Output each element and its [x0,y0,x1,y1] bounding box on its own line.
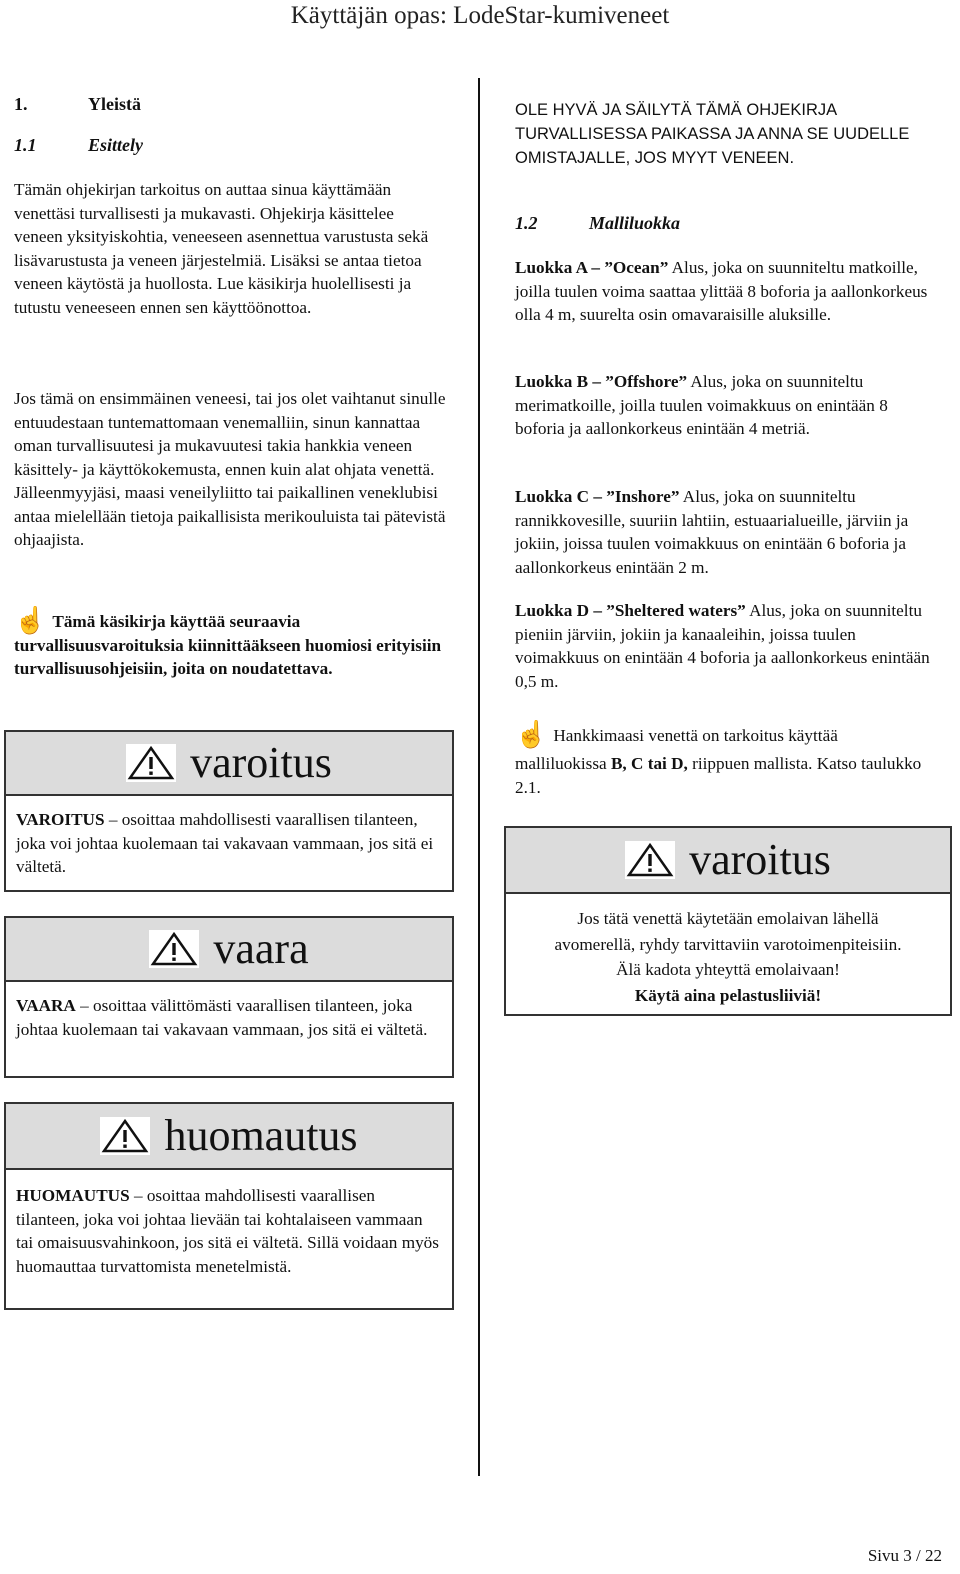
section-number: 1.2 [515,213,538,233]
keep-manual-notice: OLE HYVÄ JA SÄILYTÄ TÄMÄ OHJEKIRJA TURVALLISESSA PAIKASSA JA ANNA SE UUDELLE OMISTAJALLE, JOS MYYT VENEEN. [515,101,910,167]
warning-box-header [6,732,452,796]
warning-term: VAROITUS [16,810,105,829]
class-text: Alus, joka on suunniteltu pieniin järviin, jokiin ja kanaaleihin, joissa tuulen voimakkuus on enintään 4 boforia ja aallonkorkeus enintään 0,5 m. [515,601,930,691]
mothership-warning-box [504,826,952,1016]
class-a-paragraph [515,256,933,327]
warning-box-body [6,796,452,879]
danger-box [4,916,454,1078]
class-label: Luokka D – ”Sheltered waters” [515,601,746,620]
caution-box-header [6,1104,452,1170]
section-number: 1.1 [14,135,37,155]
intro-paragraph-1: Tämän ohjekirjan tarkoitus on auttaa sinua käyttämään venettäsi turvallisesti ja mukavasti. Ohjekirja käsittelee veneen yksityiskohtia, veneeseen asennettua varustusta sekä lisävarustusta ja veneen järjestelmiä. Lisäksi se antaa tietoa veneen käytöstä ja huollosta. Lue käsikirja huolellisesti ja tutustu veneeseen ennen sen käyttöönottoa. [14,180,429,317]
class-label: Luokka B – ”Offshore” [515,372,688,391]
section-heading-1 [14,94,141,115]
section-number: 1. [14,94,28,114]
class-text: Alus, joka on suunniteltu matkoille, joilla tuulen voima saattaa ylittää 8 boforia ja aallonkorkeus olla 4 m, suurelta osin omavaraisille aluksille. [515,258,928,324]
pointing-hand-icon: ☝ [515,720,548,749]
danger-term: VAARA [16,996,76,1015]
caution-box [4,1102,454,1310]
section-title: Yleistä [88,94,141,114]
note-text: malliluokissa [515,754,611,773]
class-text: Alus, joka on suunniteltu rannikkovesille, suuriin lahtiin, estuaarialueille, järviin ja jokiin, joissa tuulen voimakkuus on enintään 6 boforia ja aallonkorkeus enintään 2 m. [515,487,909,577]
caution-term: HUOMAUTUS [16,1186,130,1205]
warning-line: Älä kadota yhteyttä emolaivaan! [616,960,840,979]
warning-line: Jos tätä venettä käytetään emolaivan lähellä [577,909,879,928]
section-title: Malliluokka [589,213,681,233]
class-label: Luokka C – ”Inshore” [515,487,680,506]
warning-text: – osoittaa mahdollisesti vaarallisen tilanteen, joka voi johtaa kuolemaan tai vakavaan vammaan, jos sitä ei vältetä. [16,810,434,876]
caution-box-body [6,1170,452,1278]
mothership-warning-header [506,828,950,894]
class-c-paragraph [515,485,933,579]
class-d-paragraph [515,599,933,693]
warning-triangle-icon [100,1117,150,1155]
warning-box [4,730,454,892]
warning-line-bold: Käytä aina pelastusliiviä! [634,985,822,1005]
column-divider [478,78,480,1476]
pointing-hand-icon: ☝ [14,606,47,635]
mothership-warning-body [506,894,950,1008]
note-text-line1: Hankkimaasi venettä on tarkoitus käyttää [553,726,838,745]
note-text-bold: B, C tai D, [610,754,688,773]
danger-text: – osoittaa välittömästi vaarallisen tilanteen, joka johtaa kuolemaan tai vakavaan vammaan, jos sitä ei vältetä. [16,996,428,1039]
caution-text: – osoittaa mahdollisesti vaarallisen tilanteen, joka voi johtaa lievään tai kohtalaiseen vammaan tai omaisuusvahinkoon, jos sitä ei vältetä. Sillä voidaan myös huomauttaa turvattomista menetelmistä. [16,1186,439,1276]
section-heading-1-1 [14,135,143,156]
safety-note [14,606,446,681]
caution-box-heading: huomautus [164,1111,358,1160]
warning-triangle-icon [625,841,675,879]
design-category-note [515,720,933,799]
intro-paragraph-2: Jos tämä on ensimmäinen veneesi, tai jos olet vaihtanut sinulle entuudestaan tuntemattomaan venemalliin, sinun kannattaa oman turvallisuutesi ja mukavuutesi takia hankkia veneen käsittely- ja käyttökokemusta, ennen kuin alat ohjata venettä. Jälleenmyyjäsi, maasi veneilyliitto tai paikallinen veneklubisi antaa mielellään tietoja paikallisista merikouluista tai pätevistä ohjaajista. [14,389,446,549]
danger-box-heading: vaara [213,924,309,973]
warning-triangle-icon [149,930,199,968]
warning-triangle-icon [126,744,176,782]
class-b-paragraph [515,370,933,441]
section-heading-1-2 [515,213,680,234]
danger-box-body [6,982,452,1041]
danger-box-header [6,918,452,982]
class-text: Alus, joka on suunniteltu merimatkoille, joilla tuulen voimakkuus on enintään 8 boforia ja aallonkorkeus enintään 4 metriä. [515,372,888,438]
page-number: Sivu 3 / 22 [867,1546,942,1565]
class-label: Luokka A – ”Ocean” [515,258,669,277]
section-title: Esittely [88,135,143,155]
safety-note-text: Tämä käsikirja käyttää seuraavia turvallisuusvaroituksia kiinnittääkseen huomiosi erityisiin turvallisuusohjeisiin, joita on noudatettava. [14,612,442,678]
mothership-warning-heading: varoitus [689,835,831,884]
note-text-end: riippuen mallista. Katso taulukko 2.1. [515,754,922,797]
warning-line: avomerellä, ryhdy tarvittaviin varotoimenpiteisiin. [554,934,902,954]
page-title: Käyttäjän opas: LodeStar-kumiveneet [290,2,670,29]
warning-box-heading: varoitus [190,738,332,787]
